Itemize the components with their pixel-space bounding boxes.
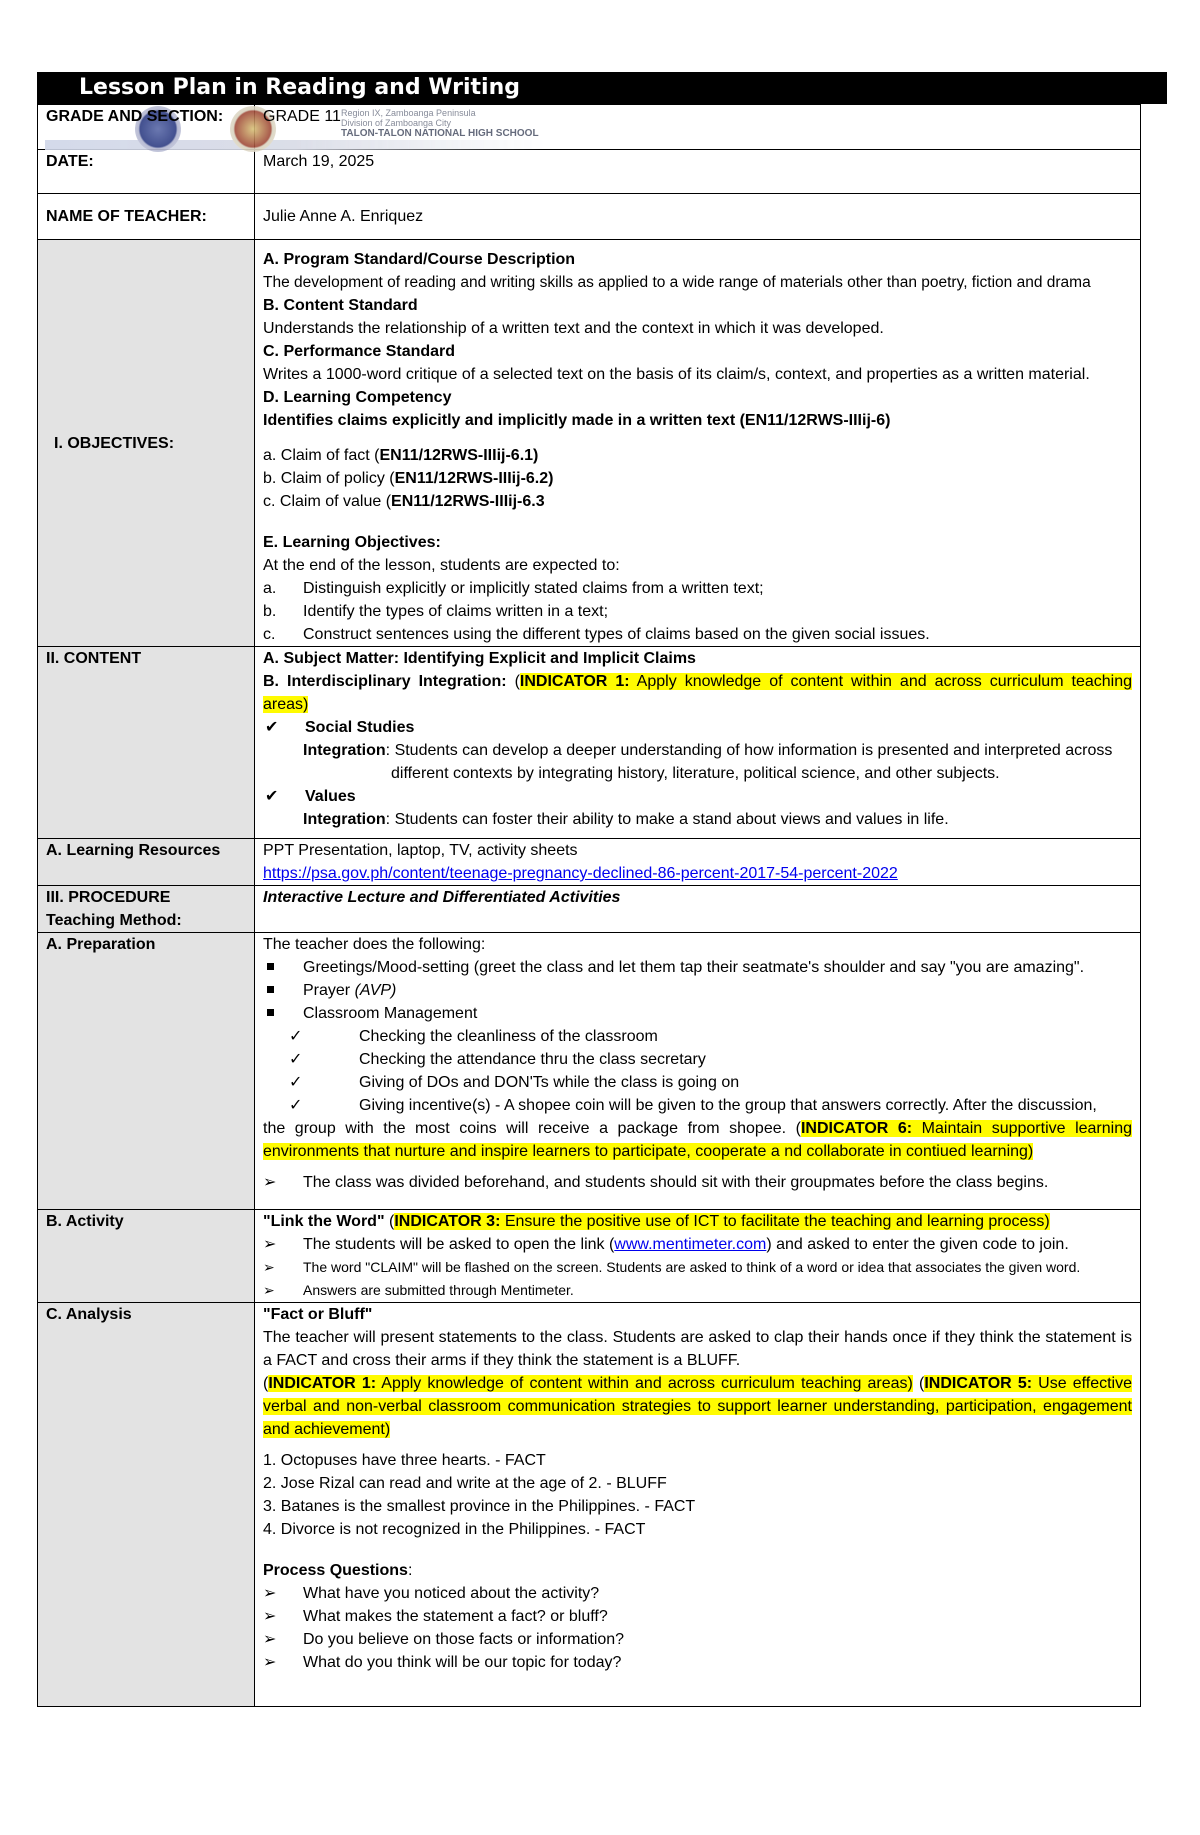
objective-item: c. Construct sentences using the different types of claims based on the given social issues. (263, 626, 930, 643)
list-item: ➢ Answers are submitted through Mentimeter. (263, 1279, 1132, 1302)
question-item: ➢ What have you noticed about the activity? (263, 1582, 1132, 1605)
claim-item: b. Claim of policy (EN11/12RWS-IIIij-6.2) (263, 470, 554, 487)
checkmark-icon: ✓ (289, 1074, 303, 1091)
procedure-row (38, 886, 1141, 933)
resources-label: A. Learning Resources (38, 839, 255, 886)
question-item: ➢ Do you believe on those facts or information? (263, 1628, 1132, 1651)
claim-item: c. Claim of value (EN11/12RWS-IIIij-6.3 (263, 493, 545, 510)
arrow-bullet-icon: ➢ (263, 1174, 277, 1191)
analysis-label: C. Analysis (38, 1303, 255, 1707)
objective-item: b. Identify the types of claims written in a text; (263, 603, 609, 620)
analysis-row (38, 1303, 1141, 1707)
check-item: ✓ Giving of DOs and DON'Ts while the class is going on (263, 1071, 1132, 1094)
arrow-bullet-icon: ➢ (263, 1585, 277, 1602)
preparation-cell (255, 933, 1141, 1210)
check-item: ✓ Checking the cleanliness of the classroom (263, 1025, 1132, 1048)
activity-title: "Link the Word" (263, 1213, 385, 1230)
activity-cell: "Link the Word" (INDICATOR 3: Ensure the positive use of ICT to facilitate the teaching and learning process) ➢ The students will be asked to open the link (www.mentimeter.com) and asked to enter the given code to join. ➢ The word "CLAIM" will be flashed on the screen. Students are asked to think of a word or idea that associates the given word. ➢ Answers are submitted through Mentimeter. (255, 1210, 1141, 1303)
resources-link[interactable]: https://psa.gov.ph/content/teenage-pregnancy-declined-86-percent-2017-54-percent-2022 (263, 865, 898, 882)
teacher-value: Julie Anne A. Enriquez (255, 194, 1141, 240)
activity-row (38, 1210, 1141, 1303)
date-label: DATE: (38, 150, 255, 194)
lesson-plan-table (37, 104, 1141, 1707)
grade-row (38, 105, 1141, 150)
list-item: ➢ The class was divided beforehand, and students should sit with their groupmates before the class begins. (263, 1171, 1132, 1194)
lesson-plan-title: Lesson Plan in Reading and Writing (37, 72, 1167, 104)
resources-cell (255, 839, 1141, 886)
arrow-bullet-icon: ➢ (263, 1608, 277, 1625)
analysis-cell (255, 1303, 1141, 1707)
date-row (38, 150, 1141, 194)
performance-standard-heading: C. Performance Standard (263, 343, 456, 360)
indicator-1-label: INDICATOR 1: (519, 673, 630, 690)
claim-item: a. Claim of fact (EN11/12RWS-IIIij-6.1) (263, 447, 539, 464)
list-item: Prayer (AVP) (263, 979, 1132, 1002)
mentimeter-link[interactable]: www.mentimeter.com (614, 1236, 767, 1253)
objectives-row (38, 240, 1141, 647)
program-standard-heading: A. Program Standard/Course Description (263, 251, 576, 268)
subject-matter: A. Subject Matter: Identifying Explicit and Implicit Claims (263, 650, 696, 667)
activity-label: B. Activity (38, 1210, 255, 1303)
analysis-title: "Fact or Bluff" (263, 1306, 373, 1323)
performance-standard-text: Writes a 1000-word critique of a selected text on the basis of its claim/s, context, and properties as a written material. (263, 366, 1090, 383)
grade-value: GRADE 11 (255, 105, 1141, 150)
integration-heading: B. Interdisciplinary Integration: (263, 673, 507, 690)
content-standard-text: Understands the relationship of a written text and the context in which it was developed. (263, 320, 884, 337)
check-item: ✓ Giving incentive(s) - A shopee coin will be given to the group that answers correctly. After the discussion, (263, 1094, 1132, 1117)
checkmark-icon: ✓ (289, 1051, 303, 1068)
list-item: Greetings/Mood-setting (greet the class and let them tap their seatmate's shoulder and say "you are amazing". (263, 956, 1132, 979)
teaching-method: Interactive Lecture and Differentiated Activities (255, 886, 1141, 933)
learning-objectives-intro: At the end of the lesson, students are expected to: (263, 557, 620, 574)
checkmark-icon: ✔ (265, 719, 279, 736)
social-studies-item: ✔ Social Studies (263, 716, 1132, 739)
grade-label: GRADE AND SECTION: (38, 105, 255, 150)
checkmark-icon: ✓ (289, 1028, 303, 1045)
teacher-label: NAME OF TEACHER: (38, 194, 255, 240)
resources-text: PPT Presentation, laptop, TV, activity sheets (263, 842, 578, 859)
incentive-continued: the group with the most coins will receive a package from shopee. (INDICATOR 6: Maintain supportive learning environments that nurture and inspire learners to participate, cooperate a nd collaborate in contiued learning) (263, 1120, 1133, 1160)
statement-item: 4. Divorce is not recognized in the Philippines. - FACT (263, 1521, 646, 1538)
list-item: ➢ The word "CLAIM" will be flashed on the screen. Students are asked to think of a word or idea that associates the given word. (263, 1256, 1132, 1279)
statement-item: 1. Octopuses have three hearts. - FACT (263, 1452, 546, 1469)
question-item: ➢ What do you think will be our topic for today? (263, 1651, 1132, 1674)
learning-competency-heading: D. Learning Competency (263, 389, 452, 406)
question-item: ➢ What makes the statement a fact? or bluff? (263, 1605, 1132, 1628)
content-label: II. CONTENT (38, 647, 255, 839)
analysis-intro: The teacher will present statements to the class. Students are asked to clap their hands once if they think the statement is a FACT and cross their arms if they think the statement is a BLUFF. (263, 1329, 1132, 1369)
content-standard-heading: B. Content Standard (263, 297, 418, 314)
preparation-label: A. Preparation (38, 933, 255, 1210)
statement-item: 2. Jose Rizal can read and write at the age of 2. - BLUFF (263, 1475, 667, 1492)
learning-competency-text: Identifies claims explicitly and implicitly made in a written text (EN11/12RWS-IIIij-6) (263, 412, 891, 429)
date-value: March 19, 2025 (255, 150, 1141, 194)
preparation-row (38, 933, 1141, 1210)
arrow-bullet-icon: ➢ (263, 1631, 277, 1648)
values-item: ✔ Values (263, 785, 1132, 808)
procedure-label: III. PROCEDURE Teaching Method: (38, 886, 255, 933)
objectives-label: I. OBJECTIVES: (38, 240, 255, 647)
objectives-content (255, 240, 1141, 647)
content-row (38, 647, 1141, 839)
arrow-bullet-icon: ➢ (263, 1654, 277, 1671)
learning-objectives-heading: E. Learning Objectives: (263, 534, 441, 551)
statement-item: 3. Batanes is the smallest province in the Philippines. - FACT (263, 1498, 696, 1515)
arrow-bullet-icon: ➢ (263, 1282, 275, 1298)
list-item: Classroom Management (263, 1002, 1132, 1025)
arrow-bullet-icon: ➢ (263, 1236, 277, 1253)
analysis-indicators: (INDICATOR 1: Apply knowledge of content within and across curriculum teaching areas) (INDICATOR 5: Use effective verbal and non-verbal classroom communication strategies to support learner understanding, participation, engagement and achievement) (263, 1375, 1133, 1438)
resources-row (38, 839, 1141, 886)
preparation-intro: The teacher does the following: (263, 936, 486, 953)
school-header-text: Region IX, Zamboanga Peninsula Division of Zamboanga City TALON-TALON NATIONAL HIGH SCHOOL (341, 108, 539, 139)
process-questions-heading: Process Questions: (263, 1562, 413, 1579)
check-item: ✓ Checking the attendance thru the class secretary (263, 1048, 1132, 1071)
arrow-bullet-icon: ➢ (263, 1259, 275, 1275)
checkmark-icon: ✔ (265, 788, 279, 805)
list-item: ➢ The students will be asked to open the link (www.mentimeter.com) and asked to enter the given code to join. (263, 1233, 1132, 1256)
checkmark-icon: ✓ (289, 1097, 303, 1114)
program-standard-text: The development of reading and writing skills as applied to a wide range of materials other than poetry, fiction and drama (263, 274, 1091, 291)
content-cell: A. Subject Matter: Identifying Explicit and Implicit Claims B. Interdisciplinary Integration: (INDICATOR 1: Apply knowledge of content within and across curriculum teaching areas) ✔ Social Studies Integration: Students can develop a deeper understanding of how information is presented and interpreted across different contexts by integrating history, literature, political science, and other subjects. ✔ Values Integration: Students can foster their ability to make a stand about views and values in life. (255, 647, 1141, 839)
objective-item: a. Distinguish explicitly or implicitly stated claims from a written text; (263, 580, 764, 597)
indicator-1-text: Apply knowledge of content within and across curriculum teaching areas) (263, 673, 1133, 713)
teacher-row (38, 194, 1141, 240)
